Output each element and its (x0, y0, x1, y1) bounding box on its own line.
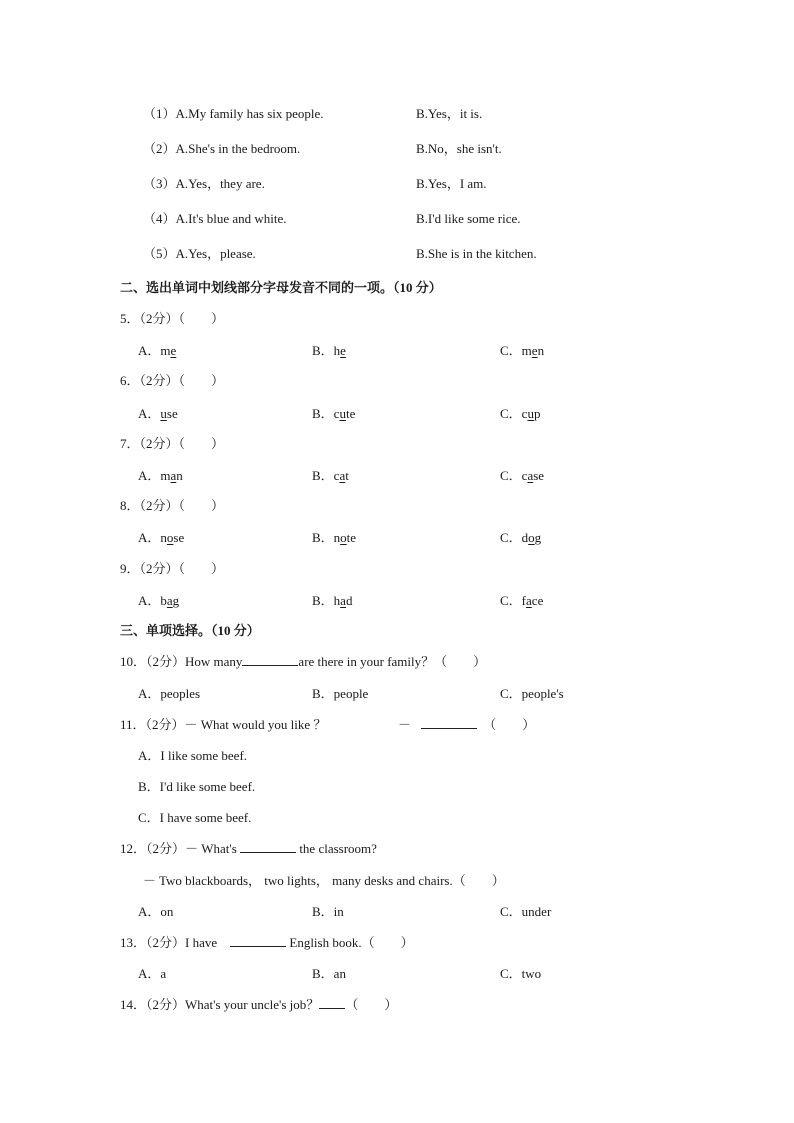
question-12-option-b[interactable]: B．in (312, 904, 344, 919)
question-10-option-a[interactable]: A．peoples (138, 686, 201, 701)
question-6-option-a[interactable]: A．use (138, 406, 178, 421)
question-12-response: － Two blackboards， two lights， many desks and chairs.（ ） (143, 873, 505, 888)
pair-3-a: （3）A.Yes，they are. (143, 176, 265, 191)
question-11-option-c[interactable]: C．I have some beef. (138, 810, 252, 825)
answer-blank[interactable] (230, 934, 286, 947)
question-8-option-c[interactable]: C．dog (500, 530, 542, 545)
pair-5-b: B.She is in the kitchen. (416, 246, 537, 261)
pair-2-a: （2）A.She's in the bedroom. (143, 141, 301, 156)
pair-1-a: （1）A.My family has six people. (143, 106, 324, 121)
question-13-option-c[interactable]: C．two (500, 966, 542, 981)
question-10-stem: 10．（2分）How many are there in your family？（ ） (120, 654, 487, 669)
answer-blank[interactable] (242, 653, 298, 666)
question-11-stem: 11．（2分）－ What would you like ？ (120, 717, 327, 732)
question-11-response: － （ ） (398, 717, 536, 732)
question-9-stem: 9．（2分）（ ） (120, 561, 225, 576)
answer-blank[interactable] (421, 716, 477, 729)
question-5-stem: 5．（2分）（ ） (120, 311, 225, 326)
question-12-stem: 12．（2分）－ What's the classroom? (120, 841, 377, 856)
question-6-stem: 6．（2分）（ ） (120, 373, 225, 388)
question-7-stem: 7．（2分）（ ） (120, 436, 225, 451)
question-5-option-a[interactable]: A．me (138, 343, 177, 358)
pair-2-b: B.No，she isn't. (416, 141, 502, 156)
question-9-option-c[interactable]: C．face (500, 593, 544, 608)
pair-1-b: B.Yes，it is. (416, 106, 483, 121)
answer-blank[interactable] (319, 996, 345, 1009)
pair-4-b: B.I'd like some rice. (416, 211, 521, 226)
question-8-option-a[interactable]: A．nose (138, 530, 185, 545)
question-13-option-b[interactable]: B．an (312, 966, 346, 981)
question-9-option-b[interactable]: B．had (312, 593, 353, 608)
question-12-option-a[interactable]: A．on (138, 904, 174, 919)
question-7-option-c[interactable]: C．case (500, 468, 545, 483)
question-13-stem: 13．（2分）I have English book.（ ） (120, 935, 414, 950)
section-3-title: 三、单项选择。（10 分） (120, 623, 260, 638)
question-9-option-a[interactable]: A．bag (138, 593, 180, 608)
question-8-option-b[interactable]: B．note (312, 530, 357, 545)
section-2-title: 二、选出单词中划线部分字母发音不同的一项。（10 分） (120, 280, 442, 295)
question-8-stem: 8．（2分）（ ） (120, 498, 225, 513)
question-12-option-c[interactable]: C．under (500, 904, 552, 919)
answer-blank[interactable] (240, 840, 296, 853)
question-7-option-a[interactable]: A．man (138, 468, 183, 483)
question-13-option-a[interactable]: A．a (138, 966, 167, 981)
pair-3-b: B.Yes，I am. (416, 176, 487, 191)
question-10-option-b[interactable]: B．people (312, 686, 369, 701)
question-6-option-b[interactable]: B．cute (312, 406, 356, 421)
question-11-option-a[interactable]: A．I like some beef. (138, 748, 248, 763)
question-5-option-b[interactable]: B．he (312, 343, 346, 358)
pair-4-a: （4）A.It's blue and white. (143, 211, 287, 226)
question-14-stem: 14．（2分）What's your uncle's job？ （ ） (120, 997, 398, 1012)
question-11-option-b[interactable]: B．I'd like some beef. (138, 779, 256, 794)
question-6-option-c[interactable]: C．cup (500, 406, 541, 421)
pair-5-a: （5）A.Yes，please. (143, 246, 256, 261)
question-5-option-c[interactable]: C．men (500, 343, 545, 358)
question-10-option-c[interactable]: C．people's (500, 686, 564, 701)
question-7-option-b[interactable]: B．cat (312, 468, 349, 483)
